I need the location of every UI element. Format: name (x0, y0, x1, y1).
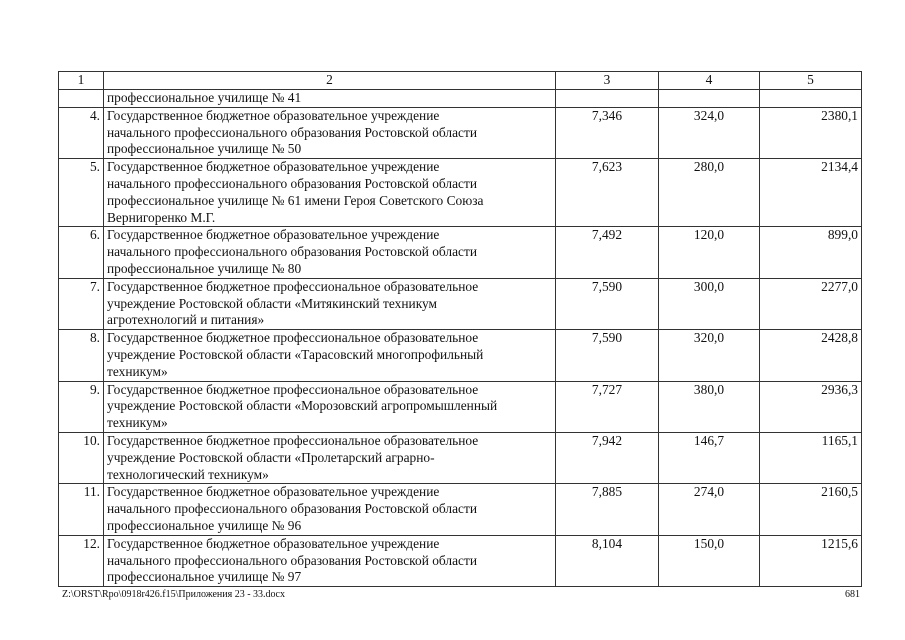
table-row (59, 535, 862, 586)
institution-name-line: Государственное бюджетное образовательное учреждение (107, 159, 440, 175)
header-cell-4: 4 (659, 72, 760, 90)
value-col-3: 7,885 (556, 484, 659, 535)
value-col-5: 1215,6 (760, 535, 862, 586)
institution-name-line: Государственное бюджетное образовательное учреждение (107, 107, 440, 123)
value-col-5: 2380,1 (760, 107, 862, 158)
institution-name-line: профессиональное училище № 96 (107, 517, 302, 533)
value-col-4: 320,0 (659, 330, 760, 381)
value-col-3: 8,104 (556, 535, 659, 586)
institution-name (104, 227, 556, 278)
institution-name-line: техникум» (107, 415, 168, 431)
row-number: 11. (59, 484, 104, 535)
institution-name-line: Государственное бюджетное профессиональное образовательное (107, 432, 479, 448)
value-col-5: 2160,5 (760, 484, 862, 535)
institution-name-line: учреждение Ростовской области «Морозовский агропромышленный (107, 398, 498, 414)
value-col-4: 274,0 (659, 484, 760, 535)
value-col-3: 7,727 (556, 381, 659, 432)
header-cell-2: 2 (104, 72, 556, 90)
row-number: 9. (59, 381, 104, 432)
institution-name (104, 381, 556, 432)
row-number: 10. (59, 432, 104, 483)
value-col-5: 2277,0 (760, 278, 862, 329)
value-col-3: 7,942 (556, 432, 659, 483)
institution-name-line: начального профессионального образования Ростовской области (107, 552, 477, 568)
institution-name-line: начального профессионального образования Ростовской области (107, 175, 477, 191)
continuation-c5-cell (760, 90, 862, 108)
value-col-4: 120,0 (659, 227, 760, 278)
value-col-3: 7,590 (556, 330, 659, 381)
value-col-3: 7,492 (556, 227, 659, 278)
continuation-c4-cell (659, 90, 760, 108)
institution-name-line: Государственное бюджетное профессиональное образовательное (107, 278, 479, 294)
table-row (59, 107, 862, 158)
appendix-table (58, 71, 862, 587)
institution-name-line: Государственное бюджетное профессиональное образовательное (107, 330, 479, 346)
table-row (59, 381, 862, 432)
institution-name-line: Государственное бюджетное профессиональное образовательное (107, 381, 479, 397)
value-col-5: 1165,1 (760, 432, 862, 483)
value-col-3: 7,623 (556, 159, 659, 227)
institution-name (104, 278, 556, 329)
continuation-row (59, 90, 862, 108)
value-col-5: 899,0 (760, 227, 862, 278)
value-col-5: 2936,3 (760, 381, 862, 432)
institution-name-line: начального профессионального образования Ростовской области (107, 124, 477, 140)
row-number: 4. (59, 107, 104, 158)
institution-name-line: учреждение Ростовской области «Митякинский техникум (107, 295, 438, 311)
institution-name-line: профессиональное училище № 61 имени Героя Советского Союза (107, 192, 484, 208)
continuation-num-cell (59, 90, 104, 108)
institution-name-line: Вернигоренко М.Г. (107, 209, 216, 225)
continuation-text: профессиональное училище № 41 (104, 90, 556, 108)
table-row (59, 432, 862, 483)
value-col-4: 150,0 (659, 535, 760, 586)
institution-name-line: Государственное бюджетное образовательное учреждение (107, 227, 440, 243)
value-col-5: 2428,8 (760, 330, 862, 381)
institution-name-line: Государственное бюджетное образовательное учреждение (107, 535, 440, 551)
institution-name-line: учреждение Ростовской области «Тарасовский многопрофильный (107, 346, 484, 362)
value-col-4: 380,0 (659, 381, 760, 432)
row-number: 7. (59, 278, 104, 329)
institution-name-line: начального профессионального образования Ростовской области (107, 244, 477, 260)
value-col-4: 324,0 (659, 107, 760, 158)
page-number: 681 (845, 589, 860, 600)
institution-name-line: Государственное бюджетное образовательное учреждение (107, 484, 440, 500)
institution-name-line: профессиональное училище № 80 (107, 260, 302, 276)
institution-name-line: техникум» (107, 363, 168, 379)
institution-name-line: профессиональное училище № 50 (107, 141, 302, 157)
row-number: 5. (59, 159, 104, 227)
table-row (59, 484, 862, 535)
value-col-4: 280,0 (659, 159, 760, 227)
institution-name-line: учреждение Ростовской области «Пролетарский аграрно- (107, 449, 435, 465)
header-cell-1: 1 (59, 72, 104, 90)
value-col-5: 2134,4 (760, 159, 862, 227)
institution-name-line: профессиональное училище № 97 (107, 569, 302, 585)
row-number: 6. (59, 227, 104, 278)
header-cell-3: 3 (556, 72, 659, 90)
continuation-c3-cell (556, 90, 659, 108)
institution-name-line: начального профессионального образования Ростовской области (107, 501, 477, 517)
value-col-4: 300,0 (659, 278, 760, 329)
value-col-3: 7,590 (556, 278, 659, 329)
value-col-4: 146,7 (659, 432, 760, 483)
institution-name-line: технологический техникум» (107, 466, 269, 482)
file-path: Z:\ORST\Rpo\0918r426.f15\Приложения 23 - 33.docx (62, 589, 285, 600)
institution-name (104, 107, 556, 158)
table-row (59, 278, 862, 329)
table-row (59, 227, 862, 278)
institution-name (104, 432, 556, 483)
row-number: 8. (59, 330, 104, 381)
institution-name (104, 535, 556, 586)
table-row (59, 330, 862, 381)
institution-name (104, 330, 556, 381)
header-row (59, 72, 862, 90)
institution-name (104, 159, 556, 227)
row-number: 12. (59, 535, 104, 586)
table-row (59, 159, 862, 227)
institution-name (104, 484, 556, 535)
header-cell-5: 5 (760, 72, 862, 90)
value-col-3: 7,346 (556, 107, 659, 158)
institution-name-line: агротехнологий и питания» (107, 312, 265, 328)
